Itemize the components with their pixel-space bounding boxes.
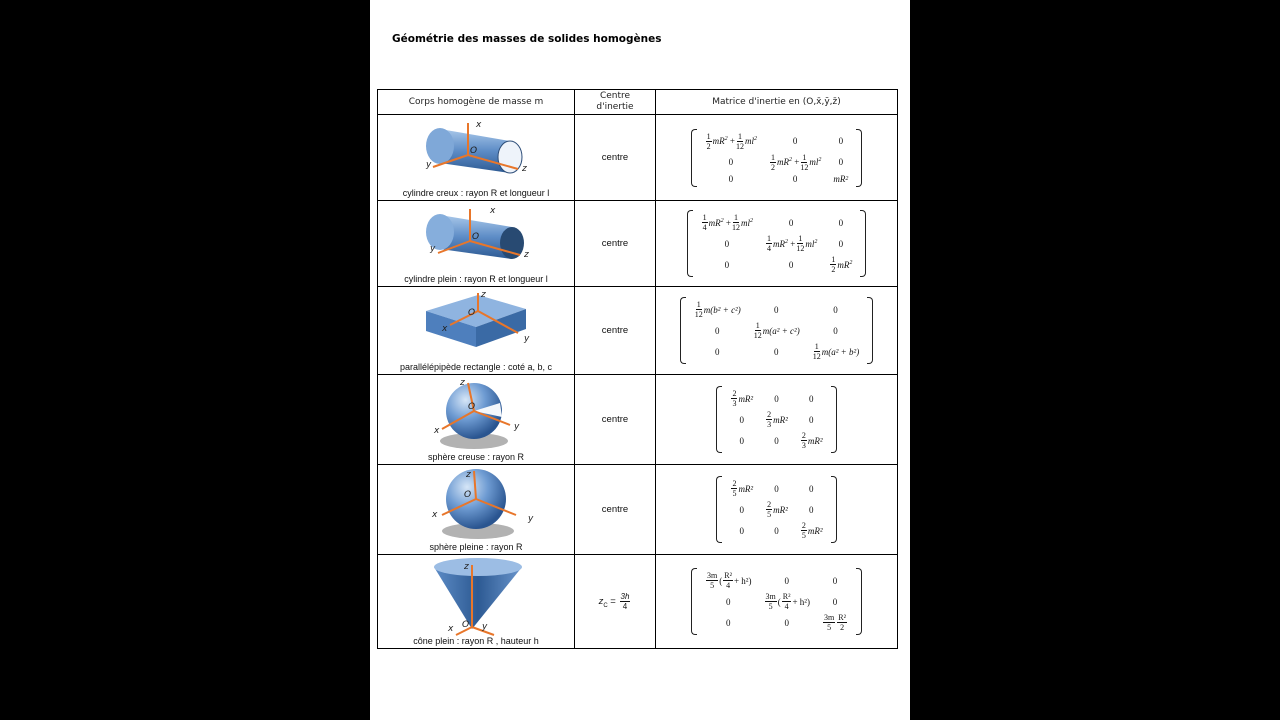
header-body: Corps homogène de masse m bbox=[378, 90, 575, 115]
inertia-matrix: $\frac{1}{12}$ m(b² + c²) 0 0 0 $\frac{1}{12}$ m(a² + c²) 0 0 0 $\frac{1}{12}$ m(a² + b²) bbox=[680, 297, 873, 364]
matrix-cell bbox=[656, 375, 898, 465]
inertia-matrix: $\frac{1}{4}$ $mR^2$ + $\frac{1}{12}$ $ml^2$ 0 0 0 $\frac{1}{4}$ $mR^2$ + $\frac{1}{12}$ $ml^2$ 0 0 0 $\frac{1}{2}$ $mR^2$ bbox=[687, 210, 867, 277]
body-illustration-cell bbox=[378, 201, 575, 287]
svg-text:z: z bbox=[460, 378, 465, 388]
document-page bbox=[370, 0, 910, 720]
body-caption: sphère creuse : rayon R bbox=[427, 452, 525, 462]
svg-text:y: y bbox=[514, 422, 520, 432]
svg-text:x: x bbox=[442, 324, 448, 334]
svg-text:y: y bbox=[426, 160, 432, 170]
table-row bbox=[378, 201, 898, 287]
svg-text:y: y bbox=[528, 514, 534, 524]
svg-text:x: x bbox=[448, 624, 454, 634]
svg-text:O: O bbox=[468, 308, 476, 318]
svg-text:z: z bbox=[524, 250, 529, 260]
svg-text:O: O bbox=[464, 490, 472, 500]
svg-text:y: y bbox=[430, 244, 436, 254]
svg-text:z: z bbox=[464, 562, 469, 572]
centre-cell: $z_C$ = $\frac{3h}{4}$ bbox=[575, 555, 656, 649]
centre-cell: centre bbox=[575, 201, 656, 287]
svg-text:O: O bbox=[468, 402, 476, 412]
body-illustration-cell bbox=[378, 287, 575, 375]
centre-cell: centre bbox=[575, 115, 656, 201]
table-row bbox=[378, 555, 898, 649]
header-centre: Centre d'inertie bbox=[575, 90, 656, 115]
header-matrix: Matrice d'inertie en (O,x̄,ȳ,z̄) bbox=[656, 90, 898, 115]
cone-illustration bbox=[378, 555, 574, 649]
body-illustration-cell bbox=[378, 555, 575, 649]
svg-text:x: x bbox=[476, 120, 482, 130]
body-illustration-cell bbox=[378, 115, 575, 201]
svg-text:z: z bbox=[481, 290, 486, 300]
table-row bbox=[378, 115, 898, 201]
body-caption: sphère pleine : rayon R bbox=[429, 542, 523, 552]
inertia-matrix: $\frac{2}{3}$ mR² 0 0 0 $\frac{2}{3}$ mR² 0 0 0 $\frac{2}{3}$ mR² bbox=[716, 386, 836, 453]
matrix-cell bbox=[656, 287, 898, 375]
table-header-row bbox=[378, 90, 898, 115]
svg-text:O: O bbox=[470, 146, 478, 156]
table-row bbox=[378, 375, 898, 465]
body-illustration-cell bbox=[378, 465, 575, 555]
document-title: Géométrie des masses de solides homogènes bbox=[392, 33, 662, 45]
body-caption: cylindre plein : rayon R et longueur l bbox=[404, 274, 548, 284]
body-illustration-cell bbox=[378, 375, 575, 465]
centre-cell: centre bbox=[575, 287, 656, 375]
svg-text:z: z bbox=[466, 470, 471, 480]
svg-text:x: x bbox=[434, 426, 440, 436]
inertia-matrix: $\frac{2}{5}$ mR² 0 0 0 $\frac{2}{5}$ mR² 0 0 0 $\frac{2}{5}$ mR² bbox=[716, 476, 836, 543]
matrix-cell bbox=[656, 465, 898, 555]
table-row bbox=[378, 465, 898, 555]
svg-text:y: y bbox=[482, 622, 488, 632]
svg-text:z: z bbox=[522, 164, 527, 174]
svg-text:O: O bbox=[472, 232, 480, 242]
body-caption: cylindre creux : rayon R et longueur l bbox=[402, 188, 550, 198]
matrix-cell bbox=[656, 201, 898, 287]
centre-cell: centre bbox=[575, 465, 656, 555]
inertia-matrix: $\frac{3m}{5}$ ( $\frac{\text{R²}}{4}$ + h² ) 0 0 0 $\frac{3m}{5}$ ( $\frac{\text{R²}}{4}$ + h² ) 0 0 0 $\frac{3m}{5}$ $\frac{\text{R²}}{2}$ bbox=[691, 568, 862, 635]
centre-cell: centre bbox=[575, 375, 656, 465]
table-row bbox=[378, 287, 898, 375]
matrix-cell bbox=[656, 115, 898, 201]
svg-text:y: y bbox=[524, 334, 530, 344]
svg-text:x: x bbox=[490, 206, 496, 216]
svg-text:x: x bbox=[432, 510, 438, 520]
body-caption: cône plein : rayon R , hauteur h bbox=[413, 636, 539, 646]
inertia-matrix: $\frac{1}{2}$ $mR^2$ + $\frac{1}{12}$ $ml^2$ 0 0 0 $\frac{1}{2}$ $mR^2$ + $\frac{1}{12}$ $ml^2$ 0 0 0 mR 2 bbox=[691, 129, 863, 187]
matrix-cell bbox=[656, 555, 898, 649]
svg-text:O: O bbox=[462, 620, 470, 630]
inertia-table bbox=[377, 89, 898, 649]
body-caption: parallélépipède rectangle : coté a, b, c bbox=[399, 362, 553, 372]
